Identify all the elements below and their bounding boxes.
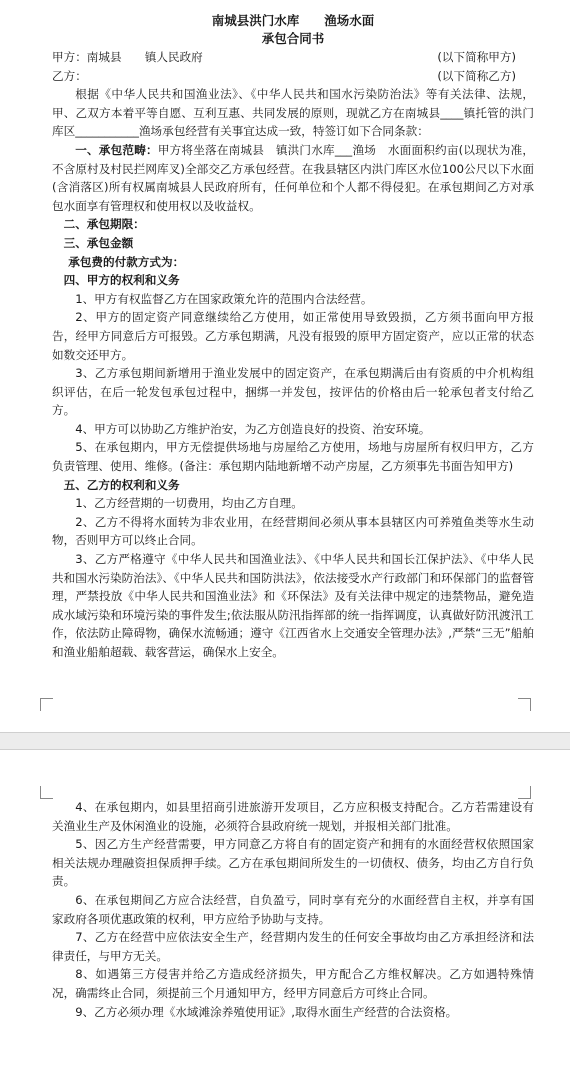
party-b-note: (以下简称乙方)	[437, 68, 516, 83]
section-2-heading: 二、承包期限：	[63, 217, 145, 232]
section-5-item: 2、乙方不得将水面转为非农业用，在经营期间必须从事本县辖区内可养殖鱼类等水生动物，否则甲方可以终止合同。	[52, 514, 534, 548]
party-b-line	[52, 67, 534, 86]
party-a-line	[52, 48, 534, 67]
section-5-item: 8、如遇第三方侵害并给乙方造成经济损失，甲方配合乙方维权解决。乙方如遇特殊情况，确需终止合同，须提前三个月通知甲方，经甲方同意后方可终止合同。	[52, 967, 534, 1000]
section-4-item: 1、甲方有权监督乙方在国家政策允许的范围内合法经营。	[75, 291, 373, 306]
page-2-content	[52, 798, 534, 1021]
section-5-item: 9、乙方必须办理《水域滩涂养殖使用证》,取得水面生产经营的合法资格。	[75, 1004, 458, 1019]
section-5-item: 4、在承包期内，如县里招商引进旅游开发项目，乙方应积极支持配合。乙方若需建设有关渔业生产及休闲渔业的设施，必须符合县政府统一规划，并报相关部门批准。	[52, 800, 534, 833]
section-5-item: 6、在承包期间乙方应合法经营，自负盈亏，同时享有充分的水面经营自主权，并享有国家政府各项优惠政策的权利，甲方应给予协助与支持。	[52, 892, 534, 926]
party-a-label: 甲方：南城县 镇人民政府	[52, 50, 203, 64]
section-4-item: 3、乙方承包期间新增用于渔业发展中的固定资产，在承包期满后由有资质的中介机构组织评估，在后一轮发包承包过程中，捆绑一并发包，按评估的价格由后一轮承包者支付给乙方。	[52, 366, 534, 418]
page-1-content	[52, 12, 534, 662]
page-1-margin-mark-right	[518, 698, 531, 711]
document-title: 南城县洪门水库 渔场水面	[211, 13, 375, 28]
section-5-item: 3、乙方严格遵守《中华人民共和国渔业法》、《中华人民共和国长江保护法》、《中华人民共和国水污染防治法》、《中华人民共和国防洪法》，依法接受水产行政部门和环保部门的监督管理，严禁投放《中华人民共和国渔业法》和《环保法》及有关法律中规定的违禁物品，避免造成水域污染和环境污染的事件发生;依法服从防汛指挥部的统一指挥调度，认真做好防汛渡汛工作，依法防止障碍物，确保水流畅通；遵守《江西省水上交通安全管理办法》,严禁“三无”船舶和渔业船舶超载、载客营运，确保水上安全。	[52, 552, 534, 659]
section-5-item: 1、乙方经营期的一切费用，均由乙方自理。	[75, 496, 303, 511]
payment-method-heading: 承包费的付款方式为：	[68, 254, 185, 269]
section-1-paragraph	[52, 141, 534, 215]
section-4-item: 2、甲方的固定资产同意继续给乙方使用，如正常使用导致毁损，乙方须书面向甲方报告，经甲方同意后方可报毁。乙方承包期满，凡没有报毁的原甲方固定资产，应以正常的状态如数交还甲方。	[52, 310, 534, 362]
section-3-heading: 三、承包金额	[63, 235, 134, 250]
section-5-item: 5、因乙方生产经营需要，甲方同意乙方将自有的固定资产和拥有的水面经营权依照国家相关法规办理融资担保质押手续。乙方在承包期间所发生的一切债权、债务，均由乙方自行负责。	[52, 837, 534, 889]
party-a-note: (以下简称甲方)	[437, 50, 516, 64]
section-5-item: 7、乙方在经营中应依法安全生产，经营期内发生的任何安全事故均由乙方承担经济和法律责任，与甲方无关。	[52, 930, 534, 963]
section-4-heading: 四、甲方的权利和义务	[63, 273, 180, 288]
party-b-label: 乙方：	[52, 68, 87, 83]
section-1-body: 甲方将坐落在南城县 镇洪门水库___渔场 水面面积约亩(以现状为准，不含原村及村民拦网库叉)全部交乙方承包经营。在我县辖区内洪门库区水位100公尺以下水面(含消落区)所有权属南城县人民政府所有，任何单位和个人都不得侵犯。在承包期间乙方对承包水面享有管理权和使用权以及收益权。	[52, 142, 534, 213]
section-1-heading: 一、承包范畴：	[75, 142, 158, 157]
preamble-paragraph: 根据《中华人民共和国渔业法》、《中华人民共和国水污染防治法》等有关法律、法规，甲、乙双方本着平等自愿、互利互惠、共同发展的原则，现就乙方在南城县____镇托管的洪门库区___________渔场承包经营有关事宜达成一致，特签订如下合同条款：	[52, 87, 534, 139]
section-5-heading: 五、乙方的权利和义务	[63, 477, 180, 492]
section-4-item: 4、甲方可以协助乙方维护治安，为乙方创造良好的投资、治安环境。	[75, 421, 431, 436]
page-break-separator	[0, 732, 570, 750]
page-1-margin-mark-left	[40, 698, 53, 711]
document-subtitle: 承包合同书	[261, 31, 325, 46]
section-4-item: 5、在承包期内，甲方无偿提供场地与房屋给乙方使用，场地与房屋所有权归甲方，乙方负责管理、使用、维修。(备注：承包期内陆地新增不动产房屋，乙方须事先书面告知甲方)	[52, 440, 534, 474]
